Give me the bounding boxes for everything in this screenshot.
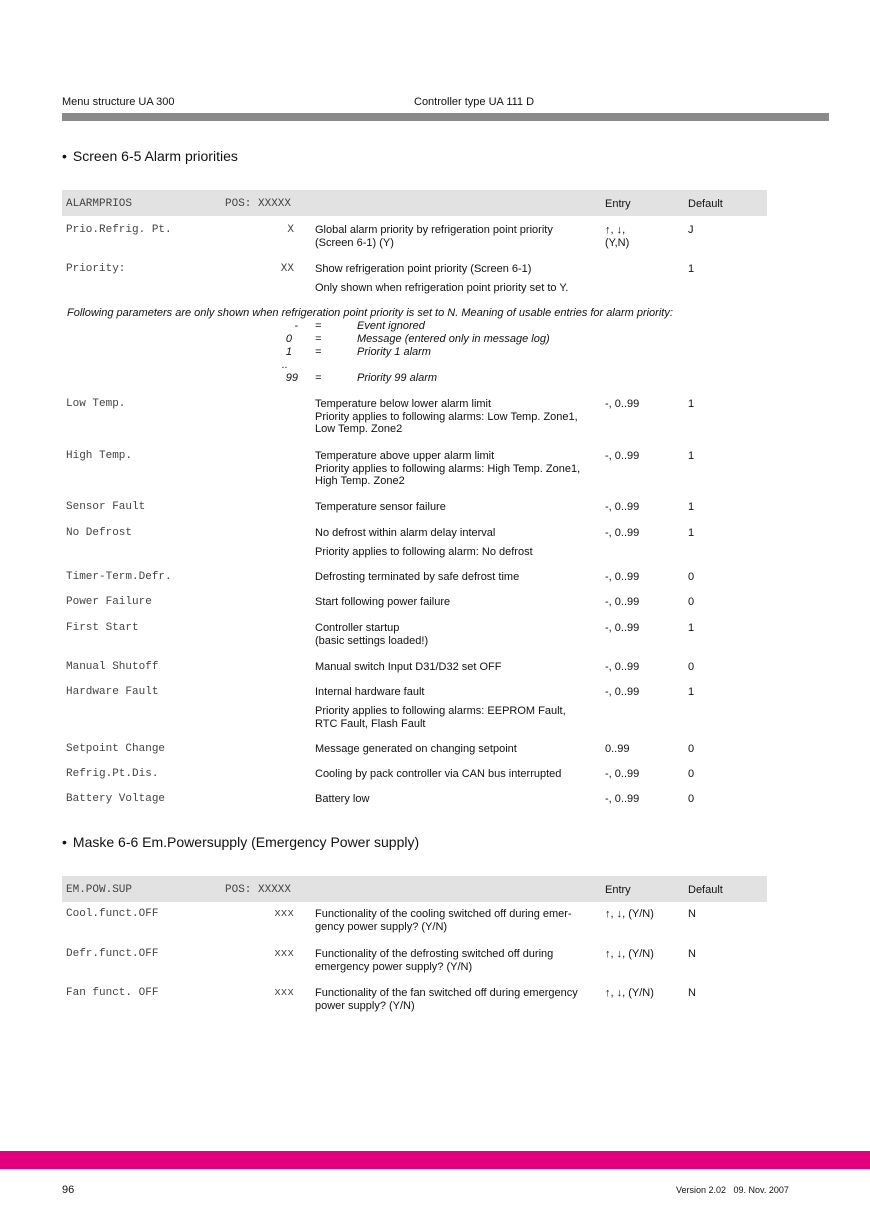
section-title-text: Screen 6-5 Alarm priorities: [72, 148, 238, 164]
param-entry: (Y,N): [605, 237, 630, 249]
param-entry: -, 0..99: [605, 622, 640, 634]
param-default: 1: [688, 263, 695, 275]
param-name: Power Failure: [66, 596, 152, 608]
footer-bar: [0, 1151, 870, 1169]
legend-meaning: Priority 99 alarm: [357, 372, 438, 384]
param-desc: Priority applies to following alarms: Low Temp. Zone1,: [315, 410, 578, 423]
priority-note: Following parameters are only shown when refrigeration point priority is set to N. Meaning of usable entries for alarm priority:: [67, 307, 673, 319]
param-desc: Start following power failure: [315, 596, 451, 608]
param-entry: -, 0..99: [605, 661, 640, 673]
param-desc: power supply? (Y/N): [315, 999, 415, 1012]
legend-key: ..: [281, 359, 288, 371]
section-title-text: Maske 6-6 Em.Powersupply (Emergency Power supply): [72, 834, 420, 850]
param-name: Setpoint Change: [66, 743, 166, 755]
param-desc: (Screen 6-1) (Y): [315, 237, 394, 249]
param-name: Defr.funct.OFF: [66, 948, 159, 960]
param-name: Battery Voltage: [66, 793, 166, 805]
param-desc: Priority applies to following alarms: High Temp. Zone1,: [315, 462, 581, 475]
param-entry: ↑, ↓, (Y/N): [605, 908, 654, 920]
param-value: xxx: [274, 908, 294, 920]
param-entry: -, 0..99: [605, 398, 640, 410]
param-desc: No defrost within alarm delay interval: [315, 527, 496, 539]
param-desc: Low Temp. Zone2: [315, 423, 403, 435]
param-value: xxx: [274, 987, 294, 999]
param-entry: -, 0..99: [605, 793, 640, 805]
param-desc: emergency power supply? (Y/N): [315, 960, 473, 973]
param-desc: Manual switch Input D31/D32 set OFF: [315, 661, 502, 673]
header-name: ALARMPRIOS: [66, 198, 133, 210]
section-title-em-power-supply: [62, 834, 419, 850]
param-entry: -, 0..99: [605, 501, 640, 513]
param-value: xxx: [274, 948, 294, 960]
param-entry: 0..99: [605, 743, 630, 755]
legend-eq: =: [315, 346, 322, 358]
param-desc-note: Priority applies to following alarms: EEPROM Fault,: [315, 705, 566, 717]
param-desc: Cooling by pack controller via CAN bus interrupted: [315, 768, 562, 780]
legend-eq: =: [315, 320, 322, 332]
param-entry: -, 0..99: [605, 768, 640, 780]
param-default: 0: [688, 793, 695, 805]
bullet: •: [62, 834, 67, 850]
param-default: 0: [688, 571, 695, 583]
param-name: Refrig.Pt.Dis.: [66, 768, 159, 780]
param-desc: Controller startup: [315, 622, 400, 634]
param-desc: Defrosting terminated by safe defrost time: [315, 571, 520, 583]
param-desc: Temperature below lower alarm limit: [315, 398, 492, 410]
param-desc-note: RTC Fault, Flash Fault: [315, 717, 426, 730]
header-entry: Entry: [605, 198, 631, 210]
param-default: N: [688, 987, 696, 999]
bullet: •: [62, 148, 67, 164]
legend-key: 1: [285, 346, 292, 358]
param-desc: Temperature above upper alarm limit: [315, 450, 495, 462]
param-entry: ↑, ↓,: [605, 224, 626, 236]
param-default: 0: [688, 596, 695, 608]
legend-meaning: Priority 1 alarm: [357, 346, 431, 358]
param-entry: -, 0..99: [605, 596, 640, 608]
param-default: 0: [688, 743, 695, 755]
param-default: 1: [688, 450, 695, 462]
param-desc: Temperature sensor failure: [315, 501, 446, 513]
param-name: High Temp.: [66, 450, 133, 462]
param-name: Timer-Term.Defr.: [66, 571, 172, 583]
param-name: Sensor Fault: [66, 501, 146, 513]
param-name: First Start: [66, 622, 139, 634]
param-default: 1: [688, 527, 695, 539]
param-desc: Functionality of the defrosting switched off during: [315, 948, 554, 960]
param-desc: gency power supply? (Y/N): [315, 920, 448, 933]
param-name: No Defrost: [66, 527, 133, 539]
header-pos: POS: XXXXX: [225, 198, 292, 210]
param-entry: -, 0..99: [605, 686, 640, 698]
param-default: N: [688, 948, 696, 960]
param-default: J: [688, 224, 694, 236]
param-entry: ↑, ↓, (Y/N): [605, 987, 654, 999]
param-desc: Battery low: [315, 793, 370, 805]
param-entry: ↑, ↓, (Y/N): [605, 948, 654, 960]
param-value: XX: [280, 263, 294, 275]
param-name: Low Temp.: [66, 398, 126, 410]
param-entry: -, 0..99: [605, 527, 640, 539]
header-rule: [62, 113, 829, 121]
param-desc: Internal hardware fault: [315, 686, 425, 698]
param-value: X: [287, 224, 294, 236]
param-name: Cool.funct.OFF: [66, 908, 159, 920]
param-desc: (basic settings loaded!): [315, 634, 429, 647]
param-name: Hardware Fault: [66, 686, 159, 698]
param-name: Priority:: [66, 263, 126, 275]
header-default: Default: [688, 198, 723, 210]
param-desc: Message generated on changing setpoint: [315, 743, 517, 755]
version-info: Version 2.02 09. Nov. 2007: [676, 1185, 789, 1195]
param-entry: -, 0..99: [605, 450, 640, 462]
param-desc-note: Only shown when refrigeration point priority set to Y.: [315, 282, 569, 294]
header-center: Controller type UA 111 D: [414, 96, 535, 108]
param-desc: Show refrigeration point priority (Screen 6-1): [315, 263, 532, 275]
param-desc: High Temp. Zone2: [315, 475, 405, 487]
legend-eq: =: [315, 372, 322, 384]
legend-key: -: [294, 320, 298, 332]
table-header: [62, 876, 767, 902]
param-default: 1: [688, 686, 695, 698]
param-entry: -, 0..99: [605, 571, 640, 583]
param-desc: Functionality of the fan switched off during emergency: [315, 987, 578, 999]
param-default: 1: [688, 398, 695, 410]
param-desc: Functionality of the cooling switched off during emer-: [315, 908, 572, 920]
header-left: Menu structure UA 300: [62, 96, 175, 108]
param-default: 0: [688, 768, 695, 780]
param-default: 1: [688, 501, 695, 513]
legend-meaning: Message (entered only in message log): [357, 333, 550, 345]
header-name: EM.POW.SUP: [66, 884, 133, 896]
param-name: Manual Shutoff: [66, 661, 159, 673]
param-name: Fan funct. OFF: [66, 987, 159, 999]
param-name: Prio.Refrig. Pt.: [66, 224, 172, 236]
param-default: N: [688, 908, 696, 920]
header-entry: Entry: [605, 884, 631, 896]
section-title-alarm-priorities: [62, 148, 238, 164]
legend-key: 0: [285, 333, 292, 345]
page-number: 96: [62, 1184, 75, 1196]
legend-meaning: Event ignored: [357, 320, 425, 332]
legend-key: 99: [285, 372, 298, 384]
legend-eq: =: [315, 333, 322, 345]
param-default: 1: [688, 622, 695, 634]
param-default: 0: [688, 661, 695, 673]
param-desc: Global alarm priority by refrigeration point priority: [315, 224, 553, 236]
header-default: Default: [688, 884, 723, 896]
table-header: [62, 190, 767, 216]
header-pos: POS: XXXXX: [225, 884, 292, 896]
param-desc-note: Priority applies to following alarm: No defrost: [315, 546, 533, 558]
